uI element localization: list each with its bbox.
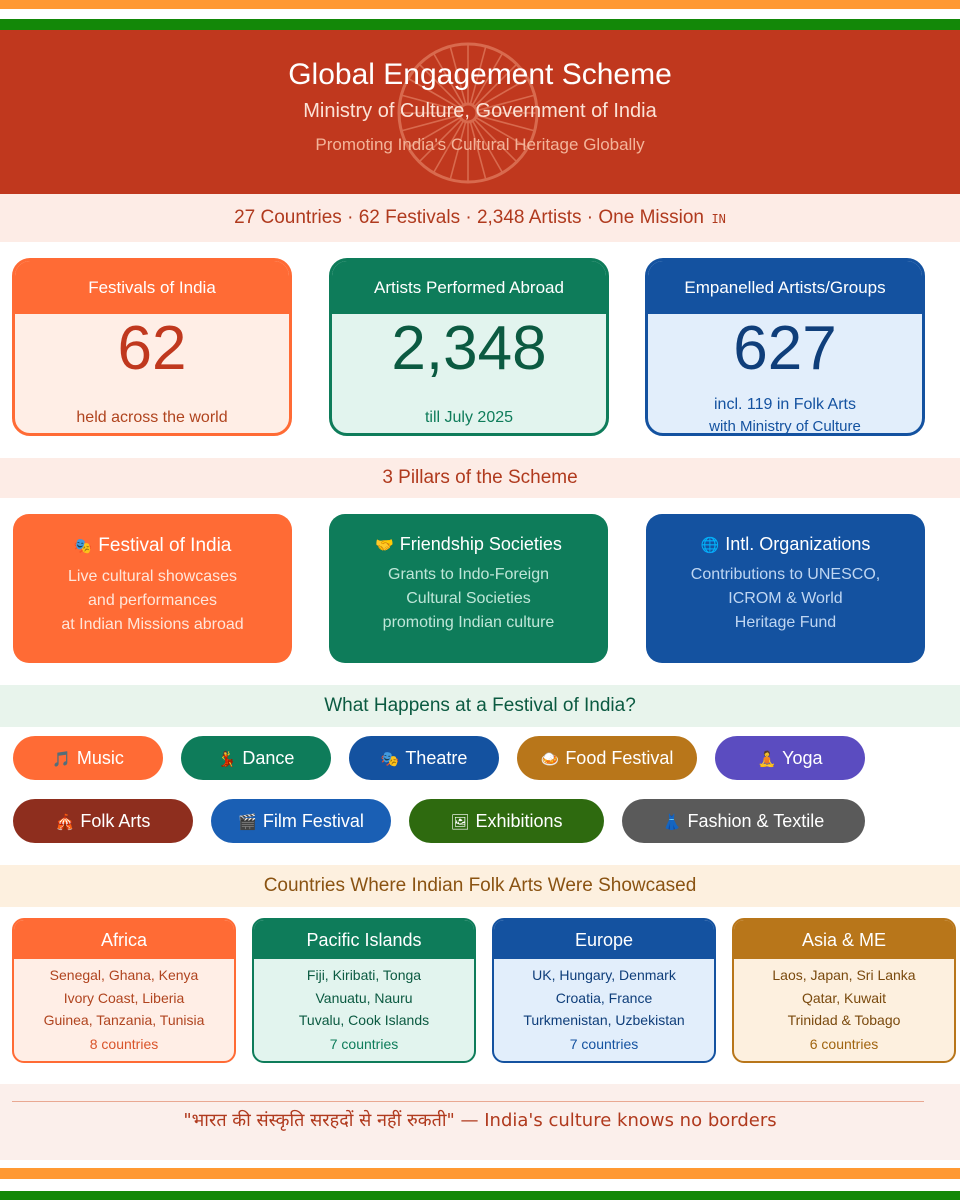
yoga-icon: 🧘 bbox=[757, 750, 777, 768]
activity-pill-folk-arts: 🎪 Folk Arts bbox=[13, 799, 193, 843]
stat-card-caption: incl. 119 in Folk Arts bbox=[714, 396, 856, 413]
activity-pill-exhibitions: 🖼 Exhibitions bbox=[409, 799, 604, 843]
globe-icon: 🌐 bbox=[700, 536, 720, 554]
pillar-title: 🌐 Intl. Organizations bbox=[700, 534, 871, 554]
region-card-pacific-islands bbox=[252, 918, 476, 1063]
music-note-icon: 🎵 bbox=[52, 750, 71, 768]
pillar-card-intl-orgs bbox=[646, 514, 925, 663]
bottom-saffron-stripe bbox=[0, 1168, 960, 1179]
page-title: Global Engagement Scheme bbox=[288, 58, 672, 91]
summary-band bbox=[0, 194, 960, 242]
activity-pill-dance: 💃 Dance bbox=[181, 736, 331, 780]
dancer-icon: 💃 bbox=[217, 750, 237, 768]
activities-heading: What Happens at a Festival of India? bbox=[324, 695, 636, 716]
region-country-list: Fiji, Kiribati, Tonga Vanuatu, Nauru Tuvalu, Cook Islands bbox=[298, 967, 430, 1028]
activity-pill-food-festival: 🍛 Food Festival bbox=[517, 736, 697, 780]
activities-heading-band bbox=[0, 685, 960, 727]
india-flag-icon: IN bbox=[711, 212, 726, 226]
region-country-count: 8 countries bbox=[89, 1035, 159, 1052]
region-card-africa bbox=[12, 918, 236, 1063]
region-name: Pacific Islands bbox=[254, 920, 474, 959]
stat-card-value: 627 bbox=[733, 314, 837, 383]
stat-card-empanelled bbox=[645, 258, 925, 436]
stat-card-value: 2,348 bbox=[391, 314, 547, 383]
activity-pill-fashion-textile: 👗 Fashion & Textile bbox=[622, 799, 865, 843]
region-name: Europe bbox=[494, 920, 714, 959]
pillar-description: Live cultural showcases and performances at Indian Missions abroad bbox=[61, 568, 244, 633]
stat-card-title: Artists Performed Abroad bbox=[332, 261, 606, 314]
pillar-description: Contributions to UNESCO, ICROM & World Heritage Fund bbox=[690, 566, 881, 631]
top-green-stripe bbox=[0, 19, 960, 30]
pillars-heading-band bbox=[0, 458, 960, 498]
handshake-icon: 🤝 bbox=[375, 536, 394, 554]
stat-card-festivals bbox=[12, 258, 292, 436]
region-name: Africa bbox=[14, 920, 234, 959]
region-name: Asia & ME bbox=[734, 920, 954, 959]
summary-line: 27 Countries · 62 Festivals · 2,348 Artists · One Mission bbox=[234, 207, 704, 228]
top-saffron-stripe bbox=[0, 0, 960, 9]
stat-card-caption-secondary: with Ministry of Culture bbox=[709, 418, 861, 435]
region-country-count: 7 countries bbox=[569, 1035, 639, 1052]
region-card-asia-me bbox=[732, 918, 956, 1063]
activity-pill-music: 🎵 Music bbox=[13, 736, 163, 780]
pillar-card-festival bbox=[13, 514, 292, 663]
quote-divider bbox=[12, 1101, 924, 1102]
pillar-title: 🎭 Festival of India bbox=[73, 535, 232, 556]
page-subtitle: Ministry of Culture, Government of India bbox=[303, 100, 657, 122]
region-country-list: UK, Hungary, Denmark Croatia, France Turkmenistan, Uzbekistan bbox=[523, 967, 685, 1028]
region-country-list: Laos, Japan, Sri Lanka Qatar, Kuwait Trinidad & Tobago bbox=[772, 967, 916, 1028]
pillars-heading: 3 Pillars of the Scheme bbox=[382, 467, 578, 488]
countries-heading: Countries Where Indian Folk Arts Were Showcased bbox=[263, 875, 697, 896]
activity-pill-film-festival: 🎬 Film Festival bbox=[211, 799, 391, 843]
region-card-europe bbox=[492, 918, 716, 1063]
closing-quote: "भारत की संस्कृति सरहदों से नहीं रुकती" — India's culture knows no borders bbox=[183, 1110, 777, 1131]
circus-tent-icon: 🎪 bbox=[55, 813, 75, 831]
region-country-count: 6 countries bbox=[809, 1035, 879, 1052]
dress-icon: 👗 bbox=[662, 813, 682, 831]
masks-icon: 🎭 bbox=[73, 537, 93, 555]
stat-card-artists bbox=[329, 258, 609, 436]
pillar-title: 🤝 Friendship Societies bbox=[375, 534, 562, 554]
region-country-count: 7 countries bbox=[329, 1035, 399, 1052]
page-tagline: Promoting India's Cultural Heritage Globally bbox=[315, 135, 645, 154]
stat-card-title: Festivals of India bbox=[15, 261, 289, 314]
pillar-description: Grants to Indo-Foreign Cultural Societies promoting Indian culture bbox=[382, 566, 555, 631]
quote-band bbox=[0, 1084, 960, 1160]
bottom-green-stripe bbox=[0, 1191, 960, 1200]
pillar-card-friendship bbox=[329, 514, 608, 663]
stat-card-caption: till July 2025 bbox=[424, 409, 514, 426]
food-bowl-icon: 🍛 bbox=[540, 750, 560, 768]
activity-pill-yoga: 🧘 Yoga bbox=[715, 736, 865, 780]
stat-card-title: Empanelled Artists/Groups bbox=[648, 261, 922, 314]
stat-card-value: 62 bbox=[117, 314, 187, 383]
countries-heading-band bbox=[0, 865, 960, 907]
activity-pill-theatre: 🎭 Theatre bbox=[349, 736, 499, 780]
masks-icon: 🎭 bbox=[380, 750, 400, 768]
header-banner bbox=[0, 30, 960, 194]
stat-card-caption: held across the world bbox=[76, 409, 228, 426]
clapperboard-icon: 🎬 bbox=[238, 813, 257, 831]
framed-picture-icon: 🖼 bbox=[450, 813, 470, 831]
region-country-list: Senegal, Ghana, Kenya Ivory Coast, Liberia Guinea, Tanzania, Tunisia bbox=[43, 967, 205, 1028]
